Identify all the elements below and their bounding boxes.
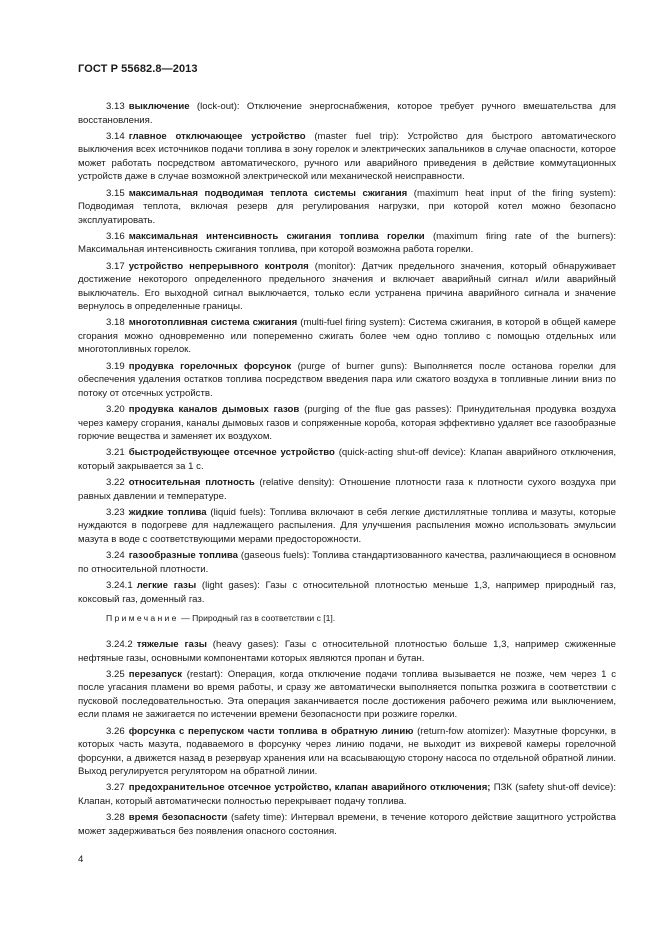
- definition-term: легкие газы: [136, 580, 197, 592]
- note-text: — Природный газ в соответствии с [1].: [178, 613, 336, 624]
- definition-item: [78, 230, 616, 257]
- definition-term: жидкие топлива: [128, 506, 207, 518]
- definition-term: относительная плотность: [128, 477, 255, 489]
- definition-term: продувка каналов дымовых газов: [128, 404, 300, 416]
- page-number: 4: [78, 854, 84, 865]
- definition-term: главное отключающее устройство: [128, 130, 306, 142]
- definition-text: (purging of the flue gas passes): Принудительная продувка воздуха через камеру сгорания, каналы дымовых газов и сопряженные короба, которая эффективно удаляет все газообразные горючие вещества и заменяет их воздухом.: [78, 404, 616, 443]
- definition-text: (return-fow atomizer): Мазутные форсунки, в которых часть мазута, подаваемого в форсунку через линию подачи, не выходит из вихревой камеры горелочной форсунки, а движется назад в резервуар хранения или на всасывающую сторону насоса по отдельной обратной линии. Выход регулируется регулятором на обратной линии.: [78, 725, 616, 778]
- definition-term: устройство непрерывного контроля: [128, 260, 309, 272]
- definition-item: [78, 811, 616, 838]
- definition-number: 3.25: [106, 668, 125, 680]
- definition-number: 3.19: [106, 360, 125, 372]
- definition-text: ПЗК (safety shut-off device): Клапан, который автоматически полностью перекрывает подачу топлива.: [78, 782, 616, 807]
- definition-term: выключение: [128, 101, 190, 112]
- definition-number: 3.22: [106, 477, 125, 489]
- definitions-list-continued: [78, 638, 616, 838]
- definitions-list: [78, 100, 616, 606]
- definition-text: (restart): Операция, когда отключение подачи топлива вызывается не позже, чем через 1 с после угасания пламени во время работы, и сразу же автоматически выполняется попытка розжига в соответствии с пусковой последовательностью. Эта операция заканчивается после достижения рабочего режима или выключением, если пламя не зажигается по истечении времени безопасности при розжиге горелки.: [78, 668, 616, 721]
- definition-text: (liquid fuels): Топлива включают в себя легкие дистиллятные топлива и мазуты, которые нуждаются в подогреве для надлежащего распыления. Для улучшения распыления можно использовать эмульсии мазута в воде с соответствующими мерами предосторожности.: [78, 506, 616, 545]
- definition-text: (purge of burner guns): Выполняется после останова горелки для обеспечения удаления остатков топлива посредством введения пара или сжатого воздуха в топливные линии вниз по потоку от отсечных устройств.: [78, 360, 616, 399]
- definition-item: [78, 130, 616, 184]
- definition-text: (relative density): Отношение плотности газа к плотности сухого воздуха при равных давлении и температуре.: [78, 477, 616, 502]
- definition-text: (quick-acting shut-off device): Клапан аварийного отключения, который закрывается за 1 с.: [78, 447, 616, 472]
- definition-text: (master fuel trip): Устройство для быстрого автоматического выключения всех источников подачи топлива в зону горелок и электрических запальников в случае опасности, которое может работать посредством автоматического, ручного или аварийного приведения в действие коммутационных устройств даже в случае возможной электрической или механической неисправности.: [78, 130, 616, 183]
- definition-item: [78, 446, 616, 473]
- definition-item: [78, 549, 616, 576]
- definition-item: [78, 579, 616, 606]
- definition-number: 3.15: [106, 187, 125, 199]
- document-body: [78, 100, 616, 841]
- definition-item: [78, 781, 616, 808]
- definition-term: многотопливная система сжигания: [128, 317, 298, 329]
- definition-item: [78, 100, 616, 127]
- definition-number: 3.18: [106, 317, 125, 329]
- definition-text: (lock-out): Отключение энергоснабжения, которое требует ручного вмешательства для восстановления.: [78, 101, 616, 126]
- definition-item: [78, 506, 616, 547]
- definition-term: перезапуск: [128, 668, 183, 680]
- definition-text: (monitor): Датчик предельного значения, который обнаруживает достижение некоторого определенного предельного значения и включает аварийный сигнал и/или аварийный выключатель. Его выходной сигнал выключается, только если устранена причина аварийного сигнала и значение вернулось в определенные границы.: [78, 260, 616, 313]
- document-header: ГОСТ Р 55682.8—2013: [78, 63, 198, 75]
- definition-number: 3.21: [106, 447, 125, 459]
- definition-item: [78, 260, 616, 314]
- definition-number: 3.24.1: [106, 580, 133, 592]
- definition-term: форсунка с перепуском части топлива в обратную линию: [128, 725, 414, 737]
- definition-term: продувка горелочных форсунок: [128, 360, 292, 372]
- definition-text: (maximum heat input of the firing system): Подводимая теплота, включая резерв для регулирования нагрузки, при которой котел можно безопасно эксплуатировать.: [78, 187, 616, 226]
- definition-term: газообразные топлива: [128, 550, 238, 562]
- definition-item: [78, 187, 616, 228]
- definition-number: 3.23: [106, 506, 125, 518]
- definition-number: 3.24.2: [106, 639, 133, 651]
- definition-item: [78, 403, 616, 444]
- definition-term: быстродействующее отсечное устройство: [128, 447, 335, 459]
- definition-number: 3.28: [106, 812, 125, 824]
- definition-text: (safety time): Интервал времени, в течение которого действие защитного устройства может задерживаться без появления опасного состояния.: [78, 812, 616, 837]
- definition-text: (maximum firing rate of the burners): Максимальная интенсивность сжигания топлива, при которой возможна работа горелки.: [78, 230, 616, 256]
- definition-item: [78, 668, 616, 722]
- definition-text: (multi-fuel firing system): Система сжигания, в которой в общей камере сгорания можно одновременно или попеременно сжигать более чем одно топливо с помощью отдельных или многотопливных горелок.: [78, 317, 617, 356]
- definition-term: тяжелые газы: [136, 639, 207, 651]
- definition-term: предохранительное отсечное устройство, клапан аварийного отключения;: [128, 782, 491, 794]
- definition-item: [78, 316, 616, 357]
- definition-item: [78, 476, 616, 503]
- definition-text: (heavy gases): Газы с относительной плотностью больше 1,3, например сжиженные нефтяные газы, основными компонентами которых являются пропан и бутан.: [78, 639, 616, 664]
- definition-number: 3.13: [106, 101, 125, 112]
- definition-number: 3.16: [106, 230, 125, 242]
- definition-number: 3.24: [106, 550, 125, 562]
- definition-term: максимальная подводимая теплота системы сжигания: [128, 187, 408, 199]
- definition-number: 3.20: [106, 404, 125, 416]
- definition-number: 3.17: [106, 260, 125, 272]
- definition-term: время безопасности: [128, 812, 228, 824]
- definition-item: [78, 638, 616, 665]
- definition-number: 3.26: [106, 725, 125, 737]
- note: [78, 612, 616, 624]
- note-label: Примечание: [106, 613, 179, 624]
- definition-item: [78, 725, 616, 779]
- definition-term: максимальная интенсивность сжигания топлива горелки: [128, 230, 425, 242]
- definition-number: 3.27: [106, 782, 125, 794]
- definition-text: (light gases): Газы с относительной плотностью меньше 1,3, например природный газ, коксовый газ, доменный газ.: [78, 580, 616, 605]
- definition-item: [78, 360, 616, 401]
- definition-text: (gaseous fuels): Топлива стандартизованного качества, различающиеся в основном по относительной плотности.: [78, 550, 616, 575]
- definition-number: 3.14: [106, 130, 125, 142]
